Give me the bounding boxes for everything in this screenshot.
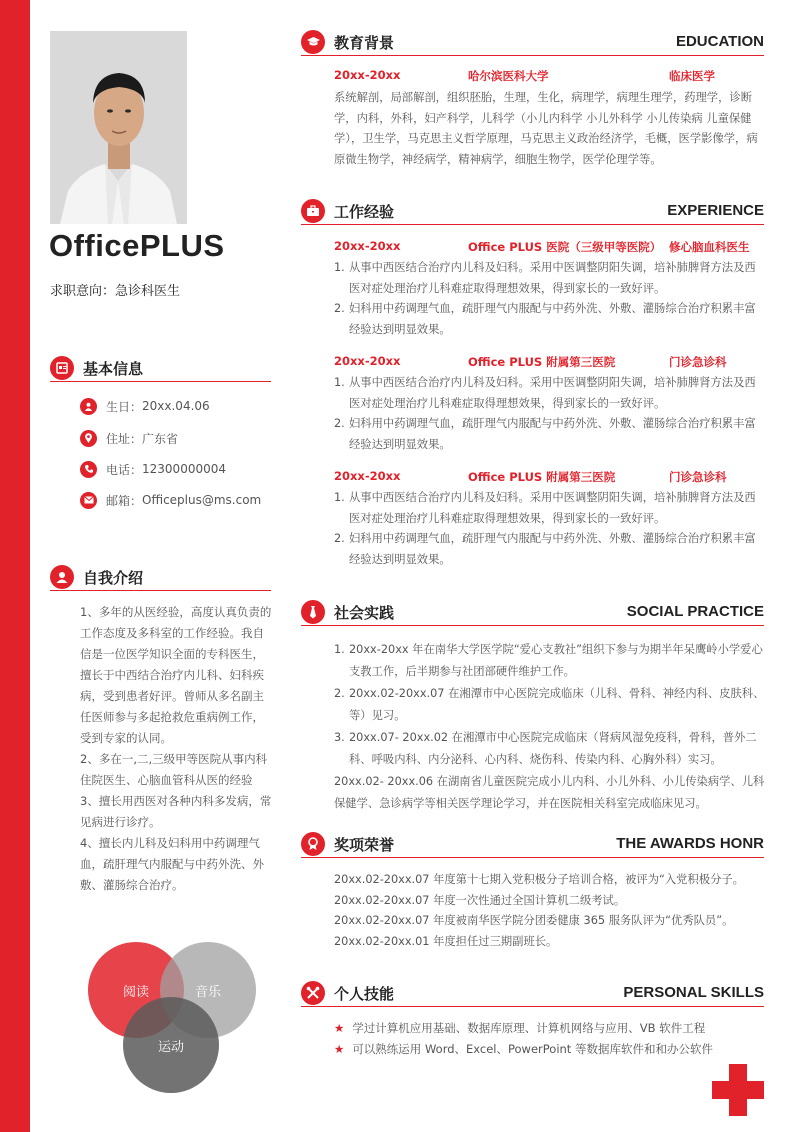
list-item: 2. 20xx.02-20xx.07 在湘潭市中心医院完成临床（儿科、骨科、神经内科、皮肤科、等）见习。 <box>334 687 765 722</box>
intro-item: 1、多年的从医经验，高度认真负责的工作态度及多科室的工作经验。我自信是一位医学知识全面的专科医生，擅长于中西结合治疗内儿科、妇科疾病，受到患者好评。曾师从多名副主任医师参与多起抢救危重病例工作，受到专家的认同。 <box>80 605 272 745</box>
job-details <box>334 488 766 570</box>
id-card-icon <box>50 356 74 380</box>
left-accent-bar <box>0 0 30 1132</box>
job-period: 20xx-20xx <box>334 354 401 368</box>
list-item: 20xx.02- 20xx.06 在湖南省儿童医院完成小儿内科、小儿外科、小儿传染病学、儿科保健学、急诊病学等相关医学理论学习，并在医院相关科室完成临床见习。 <box>334 775 765 810</box>
skill-item: ★ 可以熟练运用 Word、Excel、PowerPoint 等数据库软件和和办公软件 <box>334 1042 713 1056</box>
phone-label: 电话： <box>106 462 143 477</box>
job-details <box>334 258 766 340</box>
tie-icon <box>301 600 325 624</box>
skills-title: 个人技能 <box>334 985 395 1003</box>
list-item: 1. 从事中西医结合治疗内儿科及妇科。采用中医调整阴阳失调，培补肺脾肾方法及西医对症处理治疗儿科难症取得理想效果，得到家长的一致好评。 <box>334 491 756 525</box>
birthday-value: 20xx.04.06 <box>142 399 210 413</box>
social-details <box>334 639 766 815</box>
job-details <box>334 373 766 455</box>
info-birthday <box>80 397 210 415</box>
graduation-cap-icon <box>301 30 325 54</box>
job-org: Office PLUS 医院（三级甲等医院） <box>468 240 662 254</box>
person-icon <box>80 398 97 415</box>
list-item: 2. 妇科用中药调理气血，疏肝理气内服配与中药外洗、外敷、灌肠综合治疗积累丰富经验达到明显效果。 <box>334 532 756 566</box>
job-intent <box>50 280 180 299</box>
awards-title: 奖项荣誉 <box>334 836 395 854</box>
awards-list <box>334 870 766 952</box>
candidate-name: OfficePLUS <box>49 228 225 263</box>
job-intent-value: 急诊科医生 <box>115 284 181 299</box>
medical-cross-icon <box>712 1064 764 1116</box>
list-item: 20xx.02-20xx.01 年度担任过三期副班长。 <box>334 934 558 948</box>
education-school: 哈尔滨医科大学 <box>468 69 549 83</box>
skill-item: ★ 学过计算机应用基础、数据库原理、计算机网络与应用、VB 软件工程 <box>334 1021 706 1035</box>
hobby-sport: 运动 <box>123 997 219 1093</box>
education-title-en: EDUCATION <box>675 33 764 50</box>
social-title: 社会实践 <box>334 604 395 622</box>
email-value: Officeplus@ms.com <box>142 493 262 507</box>
skills-title-en: PERSONAL SKILLS <box>623 984 764 1001</box>
awards-header <box>301 832 764 858</box>
education-courses: 系统解剖，局部解剖，组织胚胎，生理，生化，病理学，病理生理学，药理学，诊断学，内科，外科，妇产科学，儿科学（小儿内科学 小儿外科学 小儿传染病 儿童保健学），卫生学，马克思主义哲学原理，马克思主义政治经济学，毛概，医学影像学，病原微生物学，神经病学，精神病学，细胞生物学，医学伦理学等。 <box>334 91 758 166</box>
email-label: 邮箱： <box>106 493 143 508</box>
social-title-en: SOCIAL PRACTICE <box>626 603 764 620</box>
mail-icon <box>80 492 97 509</box>
phone-icon <box>80 461 97 478</box>
list-item: 2. 妇科用中药调理气血，疏肝理气内服配与中药外洗、外敷、灌肠综合治疗积累丰富经验达到明显效果。 <box>334 417 756 451</box>
education-period: 20xx-20xx <box>334 68 401 82</box>
birthday-label: 生日： <box>106 399 143 414</box>
hobby-read: 阅读 <box>88 942 184 1038</box>
education-major: 临床医学 <box>669 69 715 83</box>
star-icon: ★ <box>334 1021 345 1035</box>
list-item: 1. 从事中西医结合治疗内儿科及妇科。采用中医调整阴阳失调，培补肺脾肾方法及西医对症处理治疗儿科难症取得理想效果，得到家长的一致好评。 <box>334 376 756 410</box>
location-pin-icon <box>80 430 97 447</box>
job-period: 20xx-20xx <box>334 239 401 253</box>
skills-header <box>301 981 764 1007</box>
briefcase-icon <box>301 199 325 223</box>
list-item: 1. 20xx-20xx 年在南华大学医学院“爱心支教社”组织下参与为期半年呆鹰岭小学爱心支教工作，后半期参与社团部硬件维护工作。 <box>334 643 763 678</box>
tools-icon <box>301 981 325 1005</box>
star-icon: ★ <box>334 1042 345 1056</box>
experience-title-en: EXPERIENCE <box>667 202 764 219</box>
job-period: 20xx-20xx <box>334 469 401 483</box>
medal-icon <box>301 832 325 856</box>
hobby-music: 音乐 <box>160 942 256 1038</box>
phone-value: 12300000004 <box>142 462 226 476</box>
address-label: 住址： <box>106 431 143 446</box>
intro-title: 自我介绍 <box>83 569 144 587</box>
awards-title-en: THE AWARDS HONR <box>616 835 764 852</box>
basic-info-title: 基本信息 <box>83 360 144 378</box>
intro-item: 3、擅长用西医对各种内科多发病，常见病进行诊疗。 <box>80 794 272 829</box>
address-value: 广东省 <box>142 431 179 446</box>
info-email <box>80 491 261 509</box>
intro-text <box>80 602 272 896</box>
list-item: 1. 从事中西医结合治疗内儿科及妇科。采用中医调整阴阳失调，培补肺脾肾方法及西医对症处理治疗儿科难症取得理想效果，得到家长的一致好评。 <box>334 261 756 295</box>
profile-photo <box>50 31 187 224</box>
experience-title: 工作经验 <box>334 203 395 221</box>
social-header <box>301 600 764 626</box>
job-org: Office PLUS 附属第三医院 <box>468 470 616 484</box>
info-phone <box>80 460 226 478</box>
info-address <box>80 429 178 447</box>
list-item: 3. 20xx.07- 20xx.02 在湘潭市中心医院完成临床（肾病风湿免疫科，骨科，普外二科、呼吸内科、内分泌科、心内科、烧伤科、传染内科、心胸外科）实习。 <box>334 731 757 766</box>
education-header <box>301 30 764 56</box>
list-item: 2. 妇科用中药调理气血，疏肝理气内服配与中药外洗、外敷、灌肠综合治疗积累丰富经验达到明显效果。 <box>334 302 756 336</box>
job-org: Office PLUS 附属第三医院 <box>468 355 616 369</box>
job-role: 门诊急诊科 <box>669 355 727 369</box>
intro-item: 2、多在一,二,三级甲等医院从事内科住院医生、心脑血管科从医的经验 <box>80 752 268 787</box>
education-title: 教育背景 <box>334 34 395 52</box>
basic-info-header <box>50 356 271 382</box>
list-item: 20xx.02-20xx.07 年度第十七期入党积极分子培训合格，被评为“入党积极分子。 <box>334 873 744 886</box>
intro-item: 4、擅长内儿科及妇科用中药调理气血，疏肝理气内服配与中药外洗、外敷、灌肠综合治疗。 <box>80 836 264 892</box>
job-role: 门诊急诊科 <box>669 470 727 484</box>
list-item: 20xx.02-20xx.07 年度被南华医学院分团委健康 365 服务队评为“优秀队员”。 <box>334 914 734 927</box>
intro-header <box>50 565 271 591</box>
job-intent-label: 求职意向： <box>50 284 116 299</box>
experience-header <box>301 199 764 225</box>
user-icon <box>50 565 74 589</box>
job-role: 修心脑血科医生 <box>669 240 750 254</box>
list-item: 20xx.02-20xx.07 年度一次性通过全国计算机二级考试。 <box>334 893 626 907</box>
hobbies-venn <box>80 935 270 1105</box>
